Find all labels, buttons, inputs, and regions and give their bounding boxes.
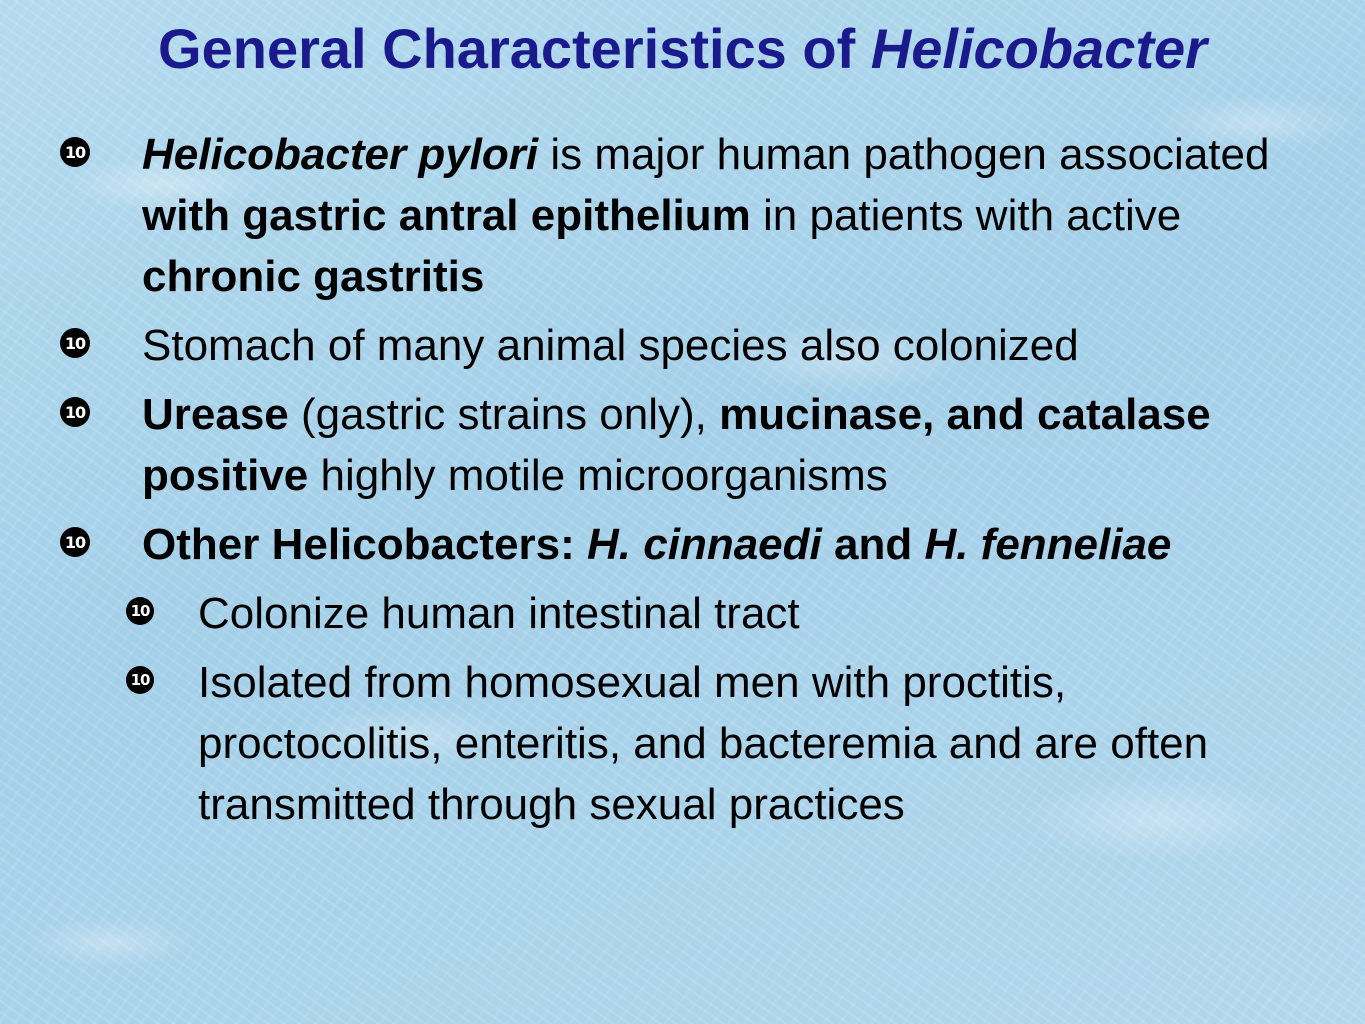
bullet-text	[142, 514, 1300, 575]
text-segment: highly motile microorganisms	[308, 451, 888, 500]
text-segment: chronic gastritis	[142, 252, 485, 301]
text-segment: in patients with active	[750, 191, 1182, 240]
bullet-list	[60, 124, 1300, 843]
text-segment: with gastric antral epithelium	[142, 191, 751, 240]
text-segment: Helicobacter pylori	[142, 130, 539, 179]
text-segment: H. fenneliae	[924, 520, 1172, 569]
text-segment: (gastric strains only),	[288, 390, 720, 439]
text-segment: Colonize human intestinal tract	[198, 589, 800, 638]
bullet-text	[198, 652, 1300, 835]
text-segment: Stomach of many animal species also colonized	[142, 321, 1079, 370]
bullet-text	[142, 384, 1300, 506]
slide-title-italic: Helicobacter	[870, 17, 1207, 80]
bullet-text	[142, 315, 1300, 376]
bullet-text	[142, 124, 1300, 307]
bullet-text	[198, 583, 1300, 644]
text-segment: Other Helicobacters:	[142, 520, 588, 569]
sub-bullet-item-isolated	[126, 652, 1300, 835]
circled-number-ten-icon: 10	[126, 597, 154, 625]
bullet-item-stomach	[60, 315, 1300, 376]
circled-number-ten-icon: 10	[60, 328, 90, 358]
text-segment: Urease	[142, 390, 289, 439]
slide-title-prefix: General Characteristics of	[158, 17, 871, 80]
text-segment: H. cinnaedi	[587, 520, 822, 569]
circled-number-ten-icon: 10	[60, 527, 90, 557]
circled-number-ten-icon: 10	[60, 137, 90, 167]
text-segment: is major human pathogen associated	[538, 130, 1270, 179]
bullet-item-h-pylori	[60, 124, 1300, 307]
text-segment: Isolated from homosexual men with proctitis, proctocolitis, enteritis, and bacteremia and are often transmitted through sexual practices	[198, 658, 1209, 829]
circled-number-ten-icon: 10	[60, 397, 90, 427]
text-segment: mucinase, and catalase positive	[142, 390, 1211, 500]
sub-bullet-item-colonize	[126, 583, 1300, 644]
circled-number-ten-icon: 10	[126, 666, 154, 694]
bullet-item-urease	[60, 384, 1300, 506]
slide-title	[0, 14, 1365, 84]
bullet-item-other-helicobacters	[60, 514, 1300, 575]
text-segment: and	[821, 520, 925, 569]
